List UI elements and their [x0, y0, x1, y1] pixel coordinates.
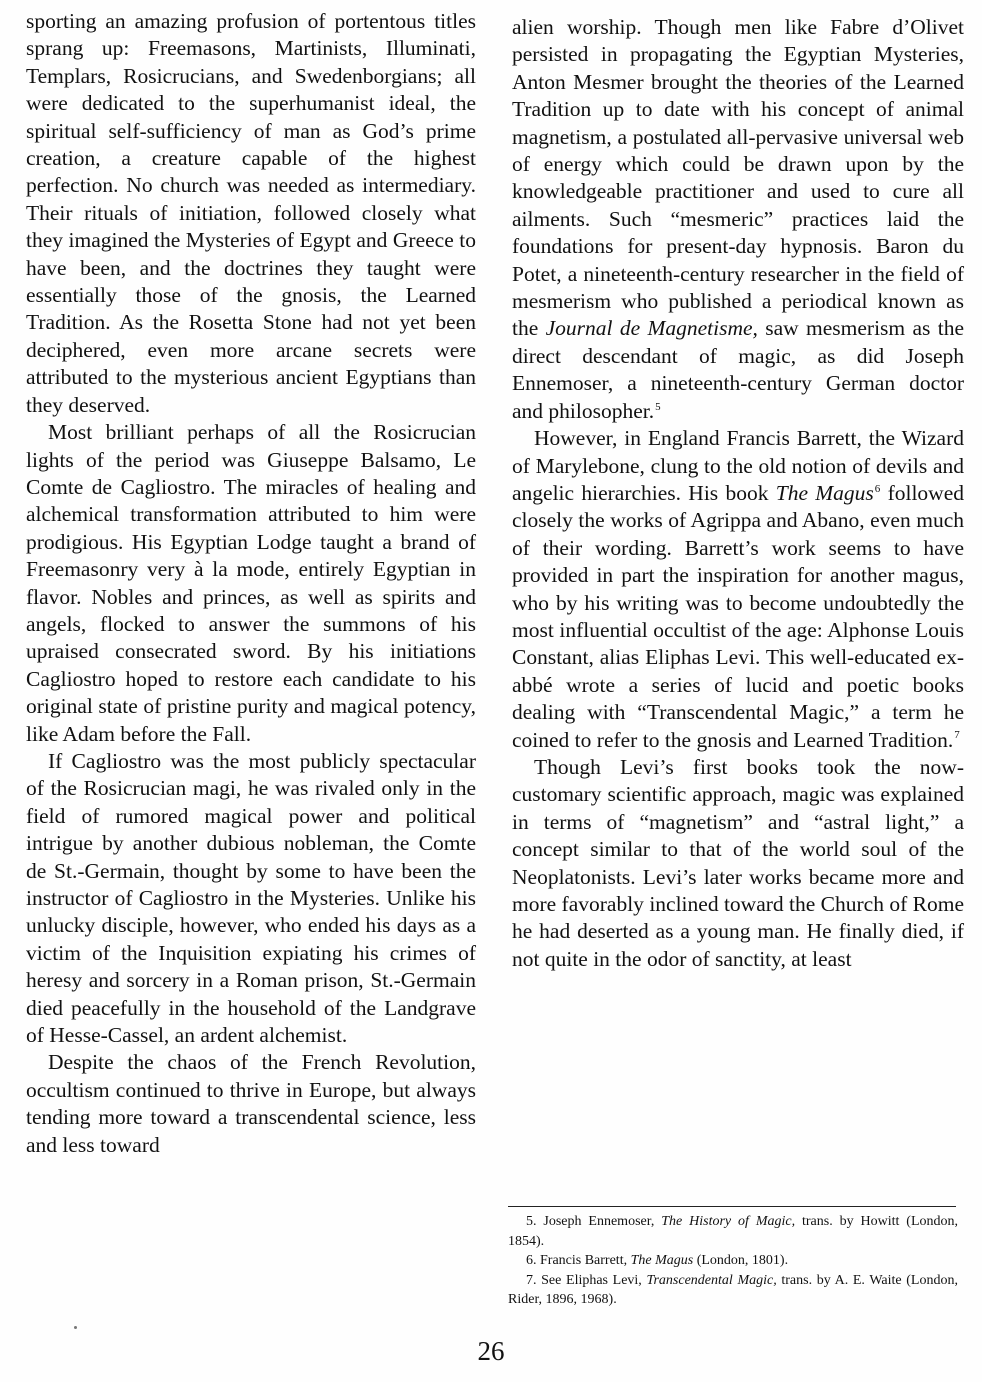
book-title-the-magus: The Magus: [775, 480, 874, 505]
footnote-7: [508, 1271, 958, 1310]
footnote-7-text-end: trans. by A. E. Waite (London, Rider, 1896, 1968).: [508, 1272, 958, 1307]
footnote-divider: [508, 1206, 956, 1207]
paragraph-barrett-text: However, in England Francis Barrett, the Wizard of Marylebone, clung to the old notion of devils and angelic hierarchies. His book: [512, 426, 964, 505]
left-column: [26, 8, 476, 1159]
footnote-7-text: 7. See Eliphas Levi,: [526, 1272, 647, 1288]
footnote-ref-7: 7: [954, 729, 960, 742]
footnote-5-title: The History of Magic,: [661, 1214, 796, 1229]
footnote-5: [508, 1212, 958, 1251]
footnote-6: [508, 1251, 958, 1271]
print-speck: [74, 1326, 77, 1329]
paragraph-barrett-text-end: followed closely the works of Agrippa and Abano, even much of their wording. Barrett’s work seems to have provided in part the inspiration for another magus, who by his writing was to become undoubtedly the most influential occultist of the age: Alphonse Louis Constant, alias Eliphas Levi. This well-educated ex-abbé wrote a series of lucid and poetic books dealing with “Transcendental Magic,” a term he coined to refer to the gnosis and Learned Tradition.: [512, 480, 964, 752]
footnote-5-text-end: trans. by Howitt (London, 1854).: [508, 1214, 959, 1249]
footnotes: [508, 1212, 958, 1310]
paragraph-mesmerism-text: alien worship. Though men like Fabre d’Olivet persisted in propagating the Egyptian Mysteries, Anton Mesmer brought the theories of the Learned Tradition up to date with his concept of animal magnetism, a postulated all-pervasive universal web of energy which could be drawn upon by the knowledgeable practitioner and used to cure all ailments. Such “mesmeric” practices laid the foundations for present-day hypnosis. Baron du Potet, a nineteenth-century researcher in the field of mesmerism who published a periodical known as the: [512, 15, 964, 341]
journal-title: Journal de Magnetisme,: [545, 316, 758, 341]
paragraph-cagliostro: Most brilliant perhaps of all the Rosicrucian lights of the period was Giuseppe Balsamo, Le Comte de Cagliostro. The miracles of healing and alchemical transformation attributed to him were prodigious. His Egyptian Lodge taught a brand of Freemasonry very à la mode, entirely Egyptian in flavor. Nobles and princes, as well as spirits and angels, flocked to answer the summons of his upraised consecrated sword. By his initiations Cagliostro hoped to restore each candidate to his original state of pristine purity and magical potency, like Adam before the Fall.: [26, 420, 476, 746]
footnote-7-title: Transcendental Magic,: [646, 1272, 777, 1288]
footnote-6-title: The Magus: [630, 1253, 694, 1268]
footnote-6-text: 6. Francis Barrett,: [526, 1253, 631, 1268]
paragraph-levi: Though Levi’s first books took the now-customary scientific approach, magic was explained in terms of “magnetism” and “astral light,” a concept similar to that of the world soul of the Neoplatonists. Levi’s later works became more and more favorably inclined toward the Church of Rome he had deserted as a young man. He finally died, if not quite in the odor of sanctity, at least: [512, 754, 964, 971]
footnote-ref-6: 6: [874, 482, 881, 495]
paragraph-barrett: [512, 425, 964, 754]
paragraph-mesmerism-text-end: saw mesmerism as the direct descendant of magic, as did Joseph Ennemoser, a nineteenth-century German doctor and philosopher.: [512, 316, 964, 423]
paragraph-st-germain: If Cagliostro was the most publicly spectacular of the Rosicrucian magi, he was rivaled only in the field of rumored magical power and political intrigue by another dubious nobleman, the Comte de St.-Germain, thought by some to have been the instructor of Cagliostro in the Mysteries. Unlike his unlucky disciple, however, who ended his days as a victim of the Inquisition expiating his crimes of heresy and sorcery in a Roman prison, St.-Germain died peacefully in the household of the Landgrave of Hesse-Cassel, an ardent alchemist.: [26, 748, 476, 1048]
page-number: 26: [477, 1336, 505, 1366]
footnote-5-text: 5. Joseph Ennemoser,: [526, 1214, 662, 1229]
paragraph-mesmerism: [512, 14, 964, 425]
footnote-ref-5: 5: [655, 400, 661, 413]
footnote-6-text-end: (London, 1801).: [693, 1253, 789, 1268]
right-column: [512, 14, 964, 973]
paragraph-french-revolution: Despite the chaos of the French Revolution, occultism continued to thrive in Europe, but always tending more toward a transcendental science, less and less toward: [26, 1050, 476, 1157]
paragraph-secret-societies: sporting an amazing profusion of portentous titles sprang up: Freemasons, Martinists, Illuminati, Templars, Rosicrucians, and Swedenborgians; all were dedicated to the superhumanist ideal, the spiritual self-sufficiency of man as God’s prime creation, a creature capable of the highest perfection. No church was needed as intermediary. Their rituals of initiation, followed closely what they imagined the Mysteries of Egypt and Greece to have been, and the doctrines they taught were essentially those of the gnosis, the Learned Tradition. As the Rosetta Stone had not yet been deciphered, even more arcane secrets were attributed to the mysterious ancient Egyptians than they deserved.: [26, 9, 476, 417]
